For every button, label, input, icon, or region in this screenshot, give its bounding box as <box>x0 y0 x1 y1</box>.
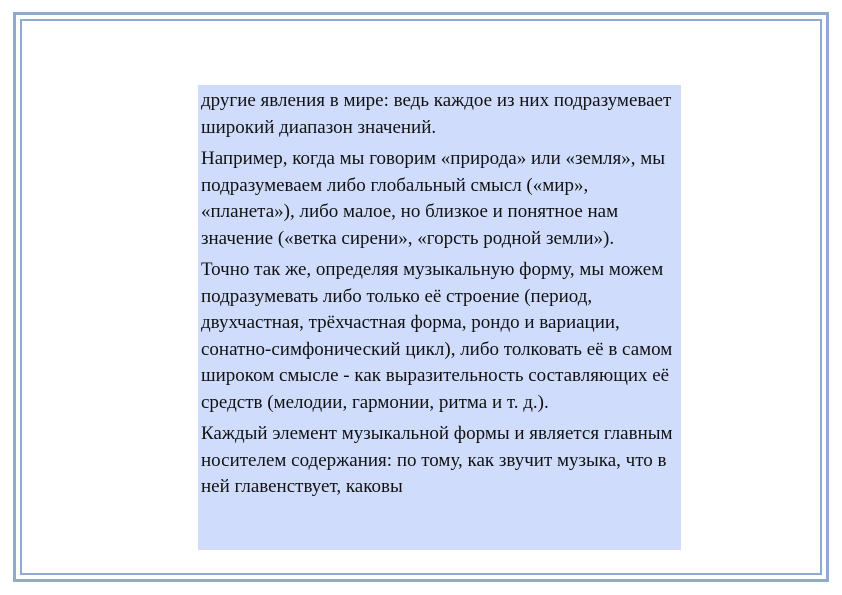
paragraph-2: Например, когда мы говорим «природа» или «земля», мы подразумеваем либо глобальный смысл («мир», «планета»), либо малое, но близкое и понятное нам значение («ветка сирени», «горсть родной земли»). <box>201 148 665 249</box>
text-box <box>198 85 681 550</box>
paragraph-3: Точно так же, определяя музыкальную форму, мы можем подразумевать либо только её строение (период, двухчастная, трёхчастная форма, рондо и вариации, сонатно-симфонический цикл), либо толковать её в самом широком смысле - как выразительность составляющих её средств (мелодии, гармонии, ритма и т. д.). <box>201 259 673 413</box>
paragraph-1: другие явления в мире: ведь каждое из них подразумевает широкий диапазон значений. <box>201 90 672 138</box>
paragraph-4: Каждый элемент музыкальной формы и является главным носителем содержания: по тому, как звучит музыка, что в ней главенствует, каковы <box>201 423 673 497</box>
